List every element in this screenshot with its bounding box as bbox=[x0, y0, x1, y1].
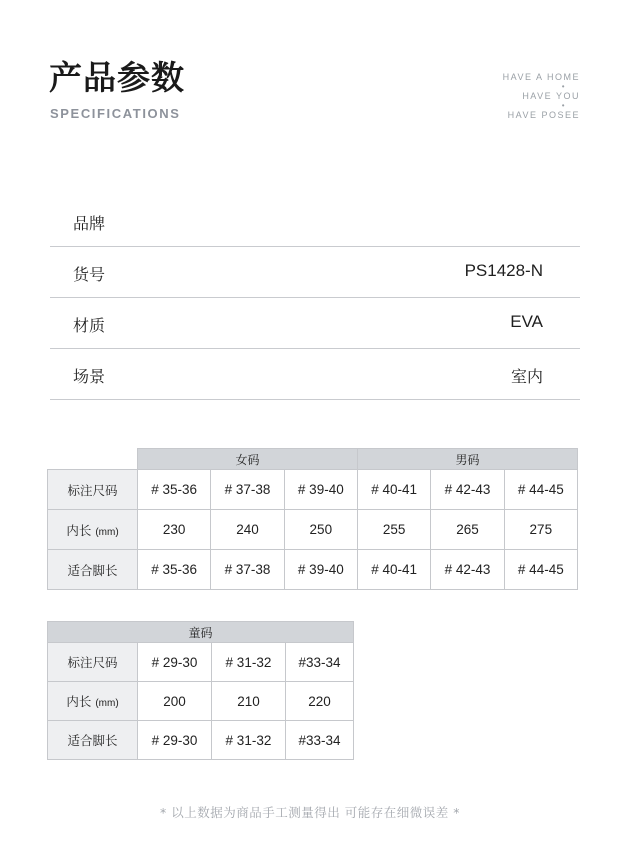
table-row bbox=[48, 510, 578, 550]
table-corner bbox=[48, 449, 138, 470]
table-cell: 220 bbox=[285, 682, 353, 721]
row-label-inner-length bbox=[48, 682, 138, 721]
table-cell: 265 bbox=[431, 510, 504, 550]
table-cell: # 40-41 bbox=[357, 470, 430, 510]
row-label-foot-length: 适合脚长 bbox=[48, 550, 138, 590]
table-row bbox=[48, 643, 354, 682]
brand-line-3: HAVE POSEE bbox=[507, 110, 580, 120]
spec-label: 品牌 bbox=[73, 214, 106, 233]
kids-size-table bbox=[47, 621, 354, 760]
page-subtitle: SPECIFICATIONS bbox=[50, 106, 181, 121]
table-cell: 210 bbox=[211, 682, 285, 721]
row-label-text: 内长 bbox=[66, 694, 92, 709]
table-cell: # 29-30 bbox=[138, 721, 212, 760]
table-cell: # 44-45 bbox=[504, 470, 577, 510]
spec-value: EVA bbox=[510, 312, 543, 331]
table-cell: # 37-38 bbox=[211, 470, 284, 510]
table-cell: # 40-41 bbox=[357, 550, 430, 590]
table-cell: # 39-40 bbox=[284, 550, 357, 590]
table-row bbox=[48, 550, 578, 590]
spec-value: PS1428-N bbox=[464, 261, 543, 280]
page-title: 产品参数 bbox=[49, 58, 185, 97]
table-cell: # 42-43 bbox=[431, 470, 504, 510]
table-cell: # 31-32 bbox=[211, 643, 285, 682]
table-cell: 230 bbox=[138, 510, 211, 550]
spec-row-material bbox=[50, 298, 580, 349]
table-group-row bbox=[48, 622, 354, 643]
brand-line-2: HAVE YOU bbox=[522, 91, 580, 101]
spec-label: 货号 bbox=[73, 265, 106, 284]
kids-size-header: 童码 bbox=[48, 622, 354, 643]
table-cell: # 31-32 bbox=[211, 721, 285, 760]
row-label-foot-length: 适合脚长 bbox=[48, 721, 138, 760]
table-cell: #33-34 bbox=[285, 721, 353, 760]
unit-label: (mm) bbox=[95, 526, 119, 538]
mens-size-header: 男码 bbox=[357, 449, 577, 470]
row-label-text: 内长 bbox=[66, 522, 92, 538]
table-cell: #33-34 bbox=[285, 643, 353, 682]
adult-size-table bbox=[47, 448, 578, 590]
table-cell: # 35-36 bbox=[138, 470, 211, 510]
brand-dot-2: • bbox=[561, 101, 566, 110]
brand-line-1: HAVE A HOME bbox=[502, 72, 580, 82]
table-cell: # 39-40 bbox=[284, 470, 357, 510]
table-cell: # 42-43 bbox=[431, 550, 504, 590]
spec-list bbox=[50, 196, 580, 400]
table-cell: 240 bbox=[211, 510, 284, 550]
spec-row-item-number bbox=[50, 247, 580, 298]
measurement-disclaimer: * 以上数据为商品手工测量得出 可能存在细微误差 * bbox=[160, 805, 460, 820]
brand-dot-1: • bbox=[561, 82, 566, 91]
table-row bbox=[48, 721, 354, 760]
table-row bbox=[48, 470, 578, 510]
womens-size-header: 女码 bbox=[138, 449, 358, 470]
spec-label: 材质 bbox=[73, 316, 106, 335]
table-group-row bbox=[48, 449, 578, 470]
table-cell: 275 bbox=[504, 510, 577, 550]
table-row bbox=[48, 682, 354, 721]
table-cell: # 35-36 bbox=[138, 550, 211, 590]
table-cell: # 29-30 bbox=[138, 643, 212, 682]
spec-row-scene bbox=[50, 349, 580, 400]
row-label-size: 标注尺码 bbox=[48, 643, 138, 682]
row-label-inner-length bbox=[48, 510, 138, 550]
spec-value: 室内 bbox=[510, 367, 543, 386]
table-cell: # 37-38 bbox=[211, 550, 284, 590]
row-label-size: 标注尺码 bbox=[48, 470, 138, 510]
unit-label: (mm) bbox=[95, 698, 119, 709]
table-cell: 200 bbox=[138, 682, 212, 721]
table-cell: 255 bbox=[357, 510, 430, 550]
spec-row-brand bbox=[50, 196, 580, 247]
brand-mark bbox=[460, 71, 580, 121]
table-cell: 250 bbox=[284, 510, 357, 550]
table-cell: # 44-45 bbox=[504, 550, 577, 590]
spec-label: 场景 bbox=[73, 367, 106, 386]
